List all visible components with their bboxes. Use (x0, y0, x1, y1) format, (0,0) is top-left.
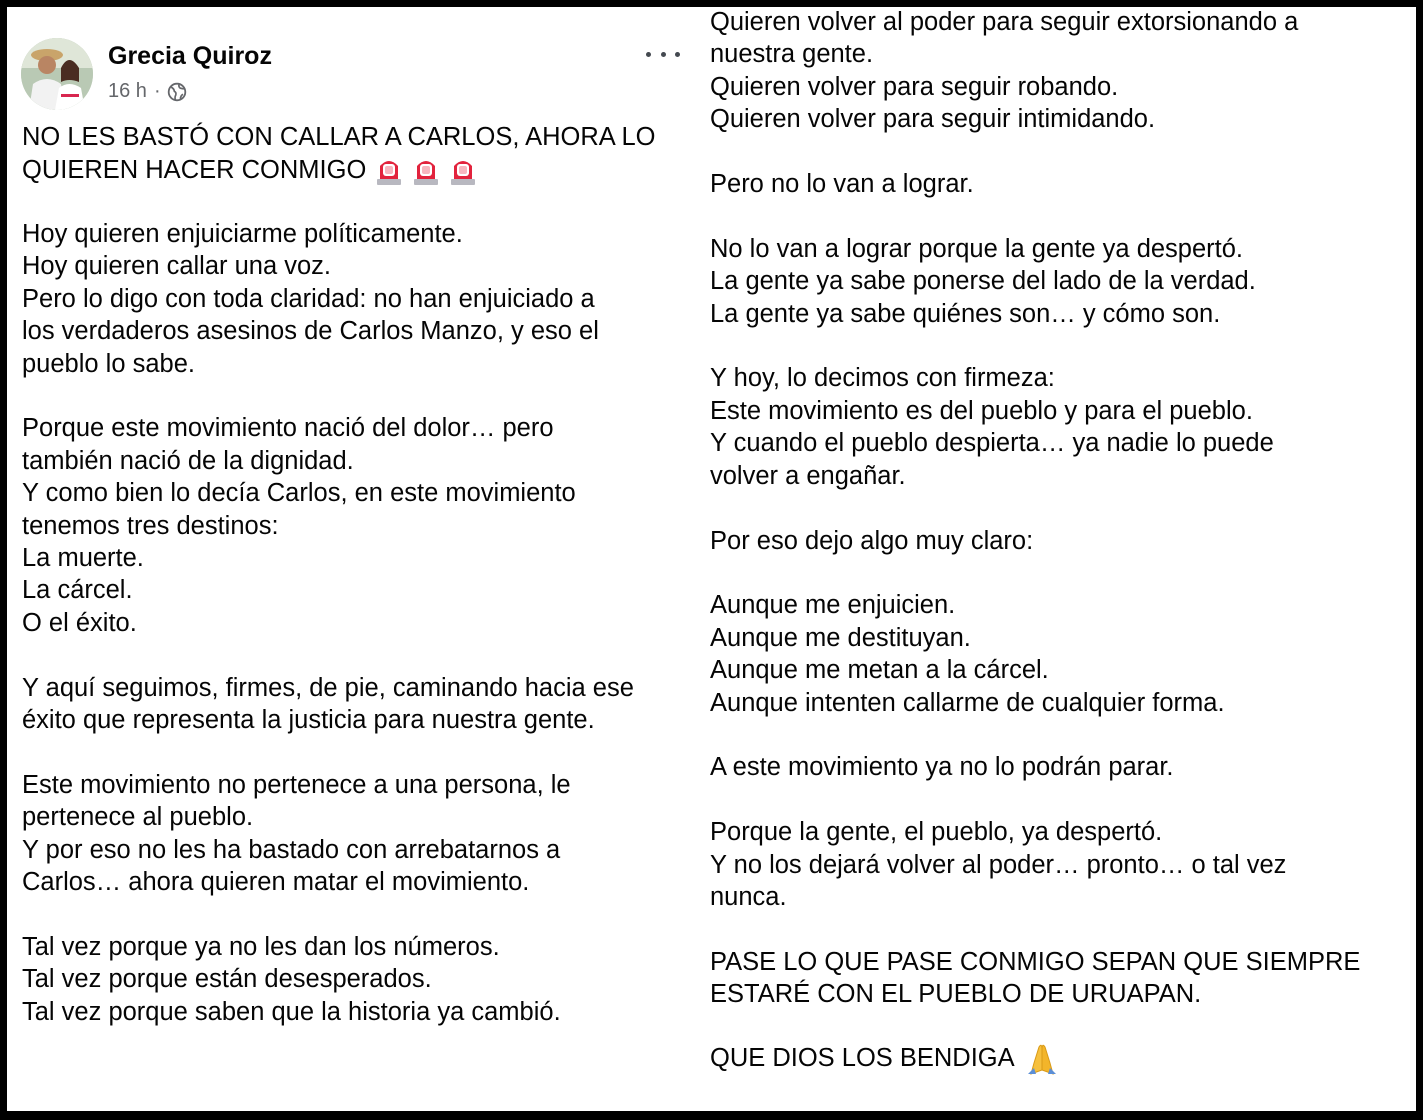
post-column-left (7, 7, 697, 1111)
post-closing-line (710, 1041, 1059, 1075)
globe-icon[interactable] (167, 82, 187, 102)
post-timestamp[interactable]: 16 h (108, 80, 147, 102)
dot-icon (661, 52, 666, 57)
post-column-right (710, 7, 1410, 1111)
post-title-line-2 (22, 154, 477, 186)
police-light-icon (375, 155, 403, 185)
dot-icon (675, 52, 680, 57)
dot-icon (646, 52, 651, 57)
post-header (21, 36, 691, 110)
post-closing-text: QUE DIOS LOS BENDIGA (710, 1043, 1015, 1072)
post-body-right: Quieren volver al poder para seguir extorsionando a nuestra gente. Quieren volver para seguir robando. Quieren volver para seguir intimidando. Pero no lo van a lograr. No lo van a lograr porque la gente ya despertó. La gente ya sabe ponerse del lado de la verdad. La gente ya sabe quiénes son… y cómo son. Y hoy, lo decimos con firmeza: Este movimiento es del pueblo y para el pueblo. Y cuando el pueblo despierta… ya nadie lo puede volver a engañar. Por eso dejo algo muy claro: Aunque me enjuicien. Aunque me destituyan. Aunque me metan a la cárcel. Aunque intenten callarme de cualquier forma. A este movimiento ya no lo podrán parar. Porque la gente, el pueblo, ya despertó. Y no los dejará volver al poder… pronto… o tal vez nunca. PASE LO QUE PASE CONMIGO SEPAN QUE SIEMPRE ESTARÉ CON EL PUEBLO DE URUAPAN. (710, 8, 1361, 1009)
post-body-left: Hoy quieren enjuiciarme políticamente. Hoy quieren callar una voz. Pero lo digo con toda claridad: no han enjuiciado a los verdaderos asesinos de Carlos Manzo, y eso el pueblo lo sabe. Porque este movimiento nació del dolor… pero también nació de la dignidad. Y como bien lo decía Carlos, en este movimiento tenemos tres destinos: La muerte. La cárcel. O el éxito. Y aquí seguimos, firmes, de pie, caminando hacia ese éxito que representa la justicia para nuestra gente. Este movimiento no pertenece a una persona, le pertenece al pueblo. Y por eso no les ha bastado con arrebatarnos a Carlos… ahora quieren matar el movimiento. Tal vez porque ya no les dan los números. Tal vez porque están desesperados. Tal vez porque saben que la historia ya cambió. (22, 220, 634, 1026)
meta-separator: · (153, 80, 161, 102)
police-light-icon (412, 155, 440, 185)
post-screenshot (7, 7, 1416, 1111)
author-name[interactable]: Grecia Quiroz (108, 42, 272, 70)
more-options-icon[interactable] (646, 44, 680, 64)
post-title-line-1: NO LES BASTÓ CON CALLAR A CARLOS, AHORA LO (22, 123, 656, 151)
post-meta (108, 80, 187, 103)
author-avatar[interactable] (21, 38, 93, 110)
police-light-icon (449, 155, 477, 185)
folded-hands-icon (1025, 1041, 1059, 1075)
post-title-line-2-text: QUIEREN HACER CONMIGO (22, 156, 367, 184)
avatar-photo (21, 38, 93, 110)
